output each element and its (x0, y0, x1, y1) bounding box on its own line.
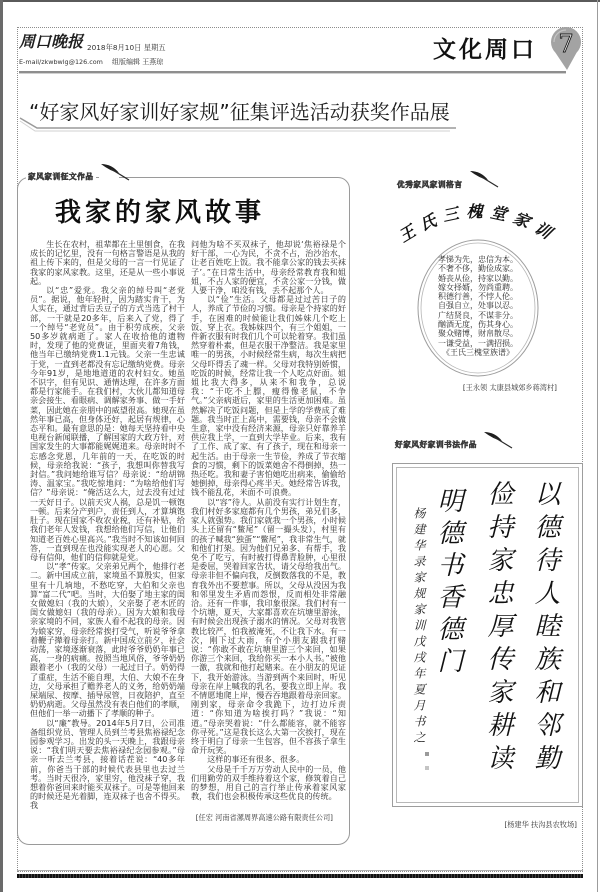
feature-title: “好家风好家训好家规”征集评选活动获奖作品展 (29, 100, 450, 124)
motto-byline: [王永领 太康县城郊乡蒋湾村] (462, 383, 557, 392)
article-paragraph: 以“忠”爱党。我父亲的绰号叫“老党员”。据说，他年轻时，因为踏实肯干，为人实在，通过背后丢豆子的方式当选了村干部，一干就是20多年，后来入了党，得了一个绰号“老党员”。由于积劳成疾，父亲50多岁就病逝了。家人在收拾他的遗物时，发现了他的党费证，里面夹着7角钱，他当年已缴纳党费1.1元钱。父亲一生忠诚于党，一直到老都没有忘记缴纳党费。母亲今年91岁，是地地道道的农村妇女。她虽不识字，但有见识、通情达理，在许多方面都是行家能手。在我们村，大伙儿都知道母亲会接生、看眼病、调解家务事、做一手好菜，因此她在亲朋中的威望很高。她现在虽然年事已高，但身体还好，起居有规律，心态平和。最有意思的是：她每天坚持看中央电视台新闻联播，了解国家的大政方针，对国家发生的大事都能娓娓道来。母亲时时不忘感念党恩，几年前的一天，在吃饭的时候，母亲给我说：“孩子，我想叫你替我写封信。”我问她给谁写信？母亲说：“给胡锦涛、温家宝。”我吃惊地问：“为啥给他们写信？”母亲说：“俺活这么大，过去没有过过一天好日子。以前天灾人祸，总是饥一顿饱一顿。后来分产到户，责任到人，才算填饱肚子。现在国家不收农业税，还有补贴，给我们老年人发钱，我想给他们写信，让他们知道老百姓心里高兴。”我当时不知该如何回答，一直到现在也没能实现老人的心愿。父母有信仰，他们的信仰就是党。 (30, 285, 185, 562)
newspaper-logo: 周口晚报 (19, 32, 84, 51)
scan-frame-right (597, 0, 598, 892)
issue-date: 2018年8月10日 星期五 (87, 43, 166, 52)
calligraphy-column: 俭持家忠厚传家耕读 (483, 480, 513, 777)
calligraphy-byline: [杨建华 扶沟县农牧场] (504, 820, 577, 829)
quill-icon (482, 431, 514, 451)
scan-frame-top (0, 0, 600, 2)
page-number: 7 (558, 30, 574, 58)
page-number-badge (546, 25, 586, 73)
motto-source: 《王氏三槐堂族谱》 (442, 347, 514, 357)
article-column-left (30, 240, 185, 811)
calligraphy-column: 以德待人睦族和邻勤 (530, 480, 560, 777)
motto-line: 积德行善，不悖人伦。 (438, 292, 518, 302)
seal-stamp-icon (425, 766, 429, 770)
article-paragraph: 以“廉”教导。2014年5月7日，公司准备组织党员、管理人员到兰考县焦裕禄纪念园参观学习。出发的头一天晚上，我跟母亲说：“我们明天要去焦裕禄纪念园参观。”母亲一听去兰考县，接着话茬说：“40多年前，你爸当干部的时候代表县里也去过兰考。当时天很冷，家里穷，他没袜子穿，我想着你爸回来时能买双袜子。可是等他回来的时候还是光着脚，连双袜子也舍不得买。我 (30, 717, 185, 811)
motto-text (423, 255, 533, 357)
motto-line: 孝悌为先，忠信为本。 (438, 255, 518, 264)
article-paragraph: 这样的事还有很多、很多。 (207, 754, 305, 765)
calligraphy-column: 明德书香德门 (433, 487, 463, 679)
article-byline: [任宏 河南省漯周界高速公路有限责任公司] (195, 813, 333, 822)
motto-line: 酗酒无度，伤其身心。 (438, 320, 518, 330)
feature-title-underline (18, 110, 460, 134)
page-editor: 组版编辑 王燕琼 (112, 58, 164, 66)
seal-stamp-icon (425, 752, 429, 756)
contact-email: E-mail/zkwbwlg@126.com (19, 58, 103, 66)
motto-line: 广结贤良，不谋非分。 (438, 310, 518, 320)
motto-section-label: 优秀家风家训格言 (397, 180, 463, 189)
calligraphy-inscription: 杨建华录家规家训戊戌年夏月书之 (412, 507, 426, 747)
article-column-right (191, 240, 346, 801)
motto-line: 婚丧从俭，持家以勤。 (438, 273, 518, 283)
motto-line: 聚众赌博，财帛散尽。 (438, 329, 518, 339)
article-paragraph: 以“容”待人。从前没有实行计划生育，我们村好多家庭都有几个男孩，弟兄们多，家人就强势。我们家就我一个男孩，小时候头上还留有“鳖尾”（留一撮头发），村里有的孩子喊我“独蛋”“鳖尾”，我非常生气，就和他们打架。因为他们兄弟多、有帮手，我免不了吃亏，有时被打得鼻青脸肿，心里很是委屈，哭着回家告状，请父母给我出气。母亲非但不偏向我，反倒数落我的不是，教育我外出不要惹事。所以，父母从没因为我和邻里发生矛盾而怨恨，反而相处非常融洽。还有一件事，我印象很深。我们村有一个坑塘，夏天，大家都喜欢在坑塘里游泳，有时候会出现孩子溺水的情况。父母对我管教比较严，怕我被淹死，不让我下水。有一次，刚下过大雨，有个小朋友跟我打赌说：“你敢不敢在坑塘里游三个来回，如果你游三个来回，我给你买一本小人书。”被他一激，我就和他打起赌来。在小朋友的见证下，我开始游泳。当游到两个来回时，听见母亲在岸上喊我的乳名，要我立即上岸。我不情愿地爬上岸，慢吞吞地跟着母亲回家。刚到家，母亲命令我跪下，边打边斥责道：“你知道为啥挨打吗？”我说：“知道。”母亲哭着说：“什么都能容，就不能容你寻死。”这是我长这么大第一次挨打，现在终于明白了母亲一生包容，但不容孩子拿生命开玩笑。 (191, 496, 346, 756)
article-paragraph: 以“俭”生活。父母都是过过苦日子的人，养成了节俭的习惯。母亲是个持家的好手，在困难的时候能让我们姊妹几个吃上饭、穿上衣。我姊妹四个，有三个姐姐，一件新衣服有时我们几个可以轮着穿。我们虽然穿着朴素，但是衣服干净整洁。我是家里唯一的男孩，小时候经常生病，每次生病把父母吓得丢了魂一样。父母对我特别娇惯，吃饭的时候，经常让我一个人吃点好面。姐姐比我大得多，从来不和我争，总说我：“干吃不上膘，瘦得像老鼠，不争气。”父亲病逝后，家里的生活更加困难。虽然解决了吃饭问题，但是上学的学费成了难题。我当时正上高中，需要钱，母亲不会做生意，家中没有经济来源，母亲只好靠养羊供应我上学，一直到大学毕业。后来，我有了工作、成了家、有了孩子，现在和母亲一起生活。由于母亲一生节俭，养成了节衣缩食的习惯，剩下的饭菜她舍不得倒掉，热一热还吃。我和妻子害怕她吃出病来，偷偷给她倒掉，母亲得心疼半天。她经常告诉我，钱不能乱花，米面不可浪费。 (191, 294, 346, 498)
section-title: 文化周口 (433, 36, 537, 63)
motto-line: 一谦受益，一满招损。 (438, 338, 518, 348)
article-paragraph-continued: 问他为啥不买双袜子，他却说‘焦裕禄是个好干部，一心为民，不贪不占，治沙治水，让老百姓吃上饭。我不能拿公家的钱去买袜子’。”在日常生活中，母亲经常教育我和姐姐，不占人家的便宜，不贪公家一分钱，做人要干净，咱没有钱，丢不起那个人。 (191, 239, 346, 296)
quill-icon (99, 163, 131, 183)
article-paragraph: 以“孝”传家。父亲弟兄两个，他排行老二。新中国成立前，家境虽不算殷实，但家里有十几垧地，不愁吃穿，大伯和父亲也算“富二代”吧。当时，大伯娶了地主家的闺女做媳妇（我的大娘），父亲娶了老木匠的闺女做媳妇（我的母亲）。因为大娘和我母亲家境的不同，家族人看不起我的母亲。因为娘家穷，母亲经常挨打受气，听说爷爷拿着鞭子撵着母亲打。新中国成立前夕，社会动荡，家境逐渐衰落，此时爷爷奶奶年事已高，一身的病痛。按照当地风俗，爷爷奶奶跟着老小（我的父母）一起过日子。奶奶得了重症，生活不能自理，大伯、大娘不在身边，父母承担了赡养老人的义务，给奶奶端屎端尿、按摩、插导尿管，日夜陪护，直至奶奶病逝。父母虽然没有表白他们的孝顺，但他们一举一动播下了孝顺的种子。 (30, 561, 185, 719)
article-paragraph: 生长在农村，祖辈都在土里刨食，在我成长的记忆里，没有一句格言警语是从我的祖上传下来的，但是父母的一言一行见证了我家的家风家教。这里，还是从一些小事说起。 (30, 239, 185, 286)
article-paragraph: 父母是千千万万劳动人民中的一员，他们用勤劳的双手维持着这个家，修筑着自己的梦想，用自己的言行举止传承着家风家教，我们也会积极传承这些优良的传统。 (191, 763, 346, 802)
quill-icon (468, 170, 500, 190)
motto-line: 嫁女择婿，勿尚重聘。 (438, 282, 518, 292)
header-rule-shadow (19, 73, 566, 74)
calligraphy-section-label: 好家风好家训书法作品 (395, 440, 477, 449)
article-title: 我家的家风故事 (55, 198, 266, 228)
footer-rule-thick (17, 874, 583, 878)
article-section-label: 家风家训征文作品 (28, 172, 94, 181)
svg-text:王氏三槐堂家训 (395, 202, 561, 246)
motto-line: 不奢不侈，勤俭成家。 (438, 264, 518, 274)
scan-frame-left (0, 0, 3, 892)
motto-title: 王氏三槐堂家训 (395, 202, 561, 247)
motto-line: 自强自立，处事以忍。 (438, 301, 518, 311)
footer-rule-thin (17, 870, 583, 871)
